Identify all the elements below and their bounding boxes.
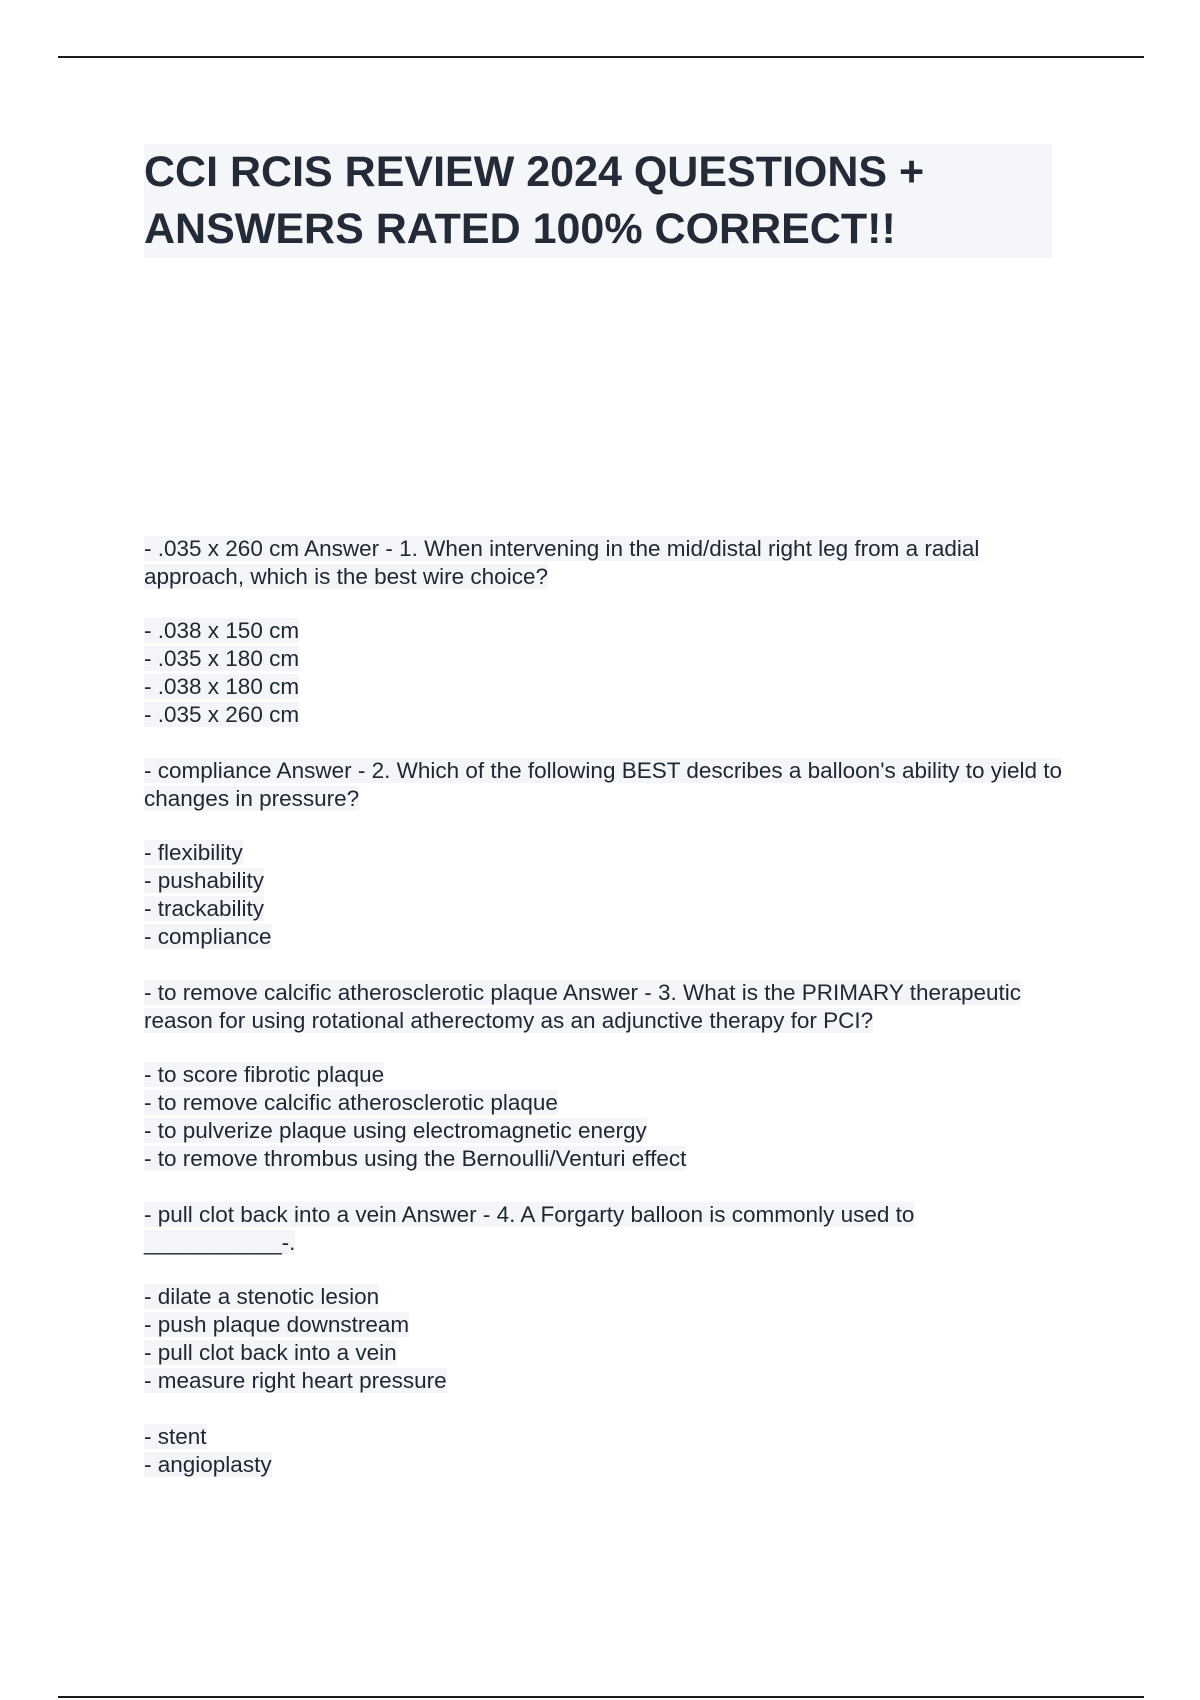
answer-option: - dilate a stenotic lesion [144,1284,380,1309]
answer-option: - .035 x 180 cm [144,646,300,671]
question-list [144,535,1064,1507]
answer-option: - .038 x 150 cm [144,618,300,643]
question-text: - pull clot back into a vein Answer - 4. A Forgarty balloon is commonly used to ___________-. [144,1202,915,1255]
answer-option: - compliance [144,924,272,949]
answer-option: - to remove thrombus using the Bernoulli/Venturi effect [144,1146,687,1171]
document-title [144,144,1052,258]
question-block-1 [144,535,1064,729]
answer-option: - push plaque downstream [144,1312,410,1337]
answer-option: - .038 x 180 cm [144,674,300,699]
answer-option: - .035 x 260 cm [144,702,300,727]
question-text: - compliance Answer - 2. Which of the following BEST describes a balloon's ability to yield to changes in pressure? [144,758,1063,811]
question-block-2 [144,757,1064,951]
answer-option: - to pulverize plaque using electromagnetic energy [144,1118,647,1143]
question-block-4 [144,1201,1064,1395]
answer-option: - stent [144,1424,207,1449]
question-text: - .035 x 260 cm Answer - 1. When intervening in the mid/distal right leg from a radial approach, which is the best wire choice? [144,536,980,589]
title-line-2: ANSWERS RATED 100% CORRECT!! [144,205,896,253]
title-line-1: CCI RCIS REVIEW 2024 QUESTIONS + [144,148,925,196]
answer-option: - pull clot back into a vein [144,1340,397,1365]
answer-option: - angioplasty [144,1452,272,1477]
answer-option: - trackability [144,896,265,921]
answer-option: - to remove calcific atherosclerotic plaque [144,1090,558,1115]
answer-option: - measure right heart pressure [144,1368,447,1393]
top-rule [58,56,1144,58]
answer-option: - flexibility [144,840,243,865]
question-block-5 [144,1423,1064,1479]
answer-option: - pushability [144,868,265,893]
bottom-rule [58,1696,1144,1698]
question-block-3 [144,979,1064,1173]
answer-option: - to score fibrotic plaque [144,1062,385,1087]
question-text: - to remove calcific atherosclerotic plaque Answer - 3. What is the PRIMARY therapeutic reason for using rotational atherectomy as an adjunctive therapy for PCI? [144,980,1022,1033]
